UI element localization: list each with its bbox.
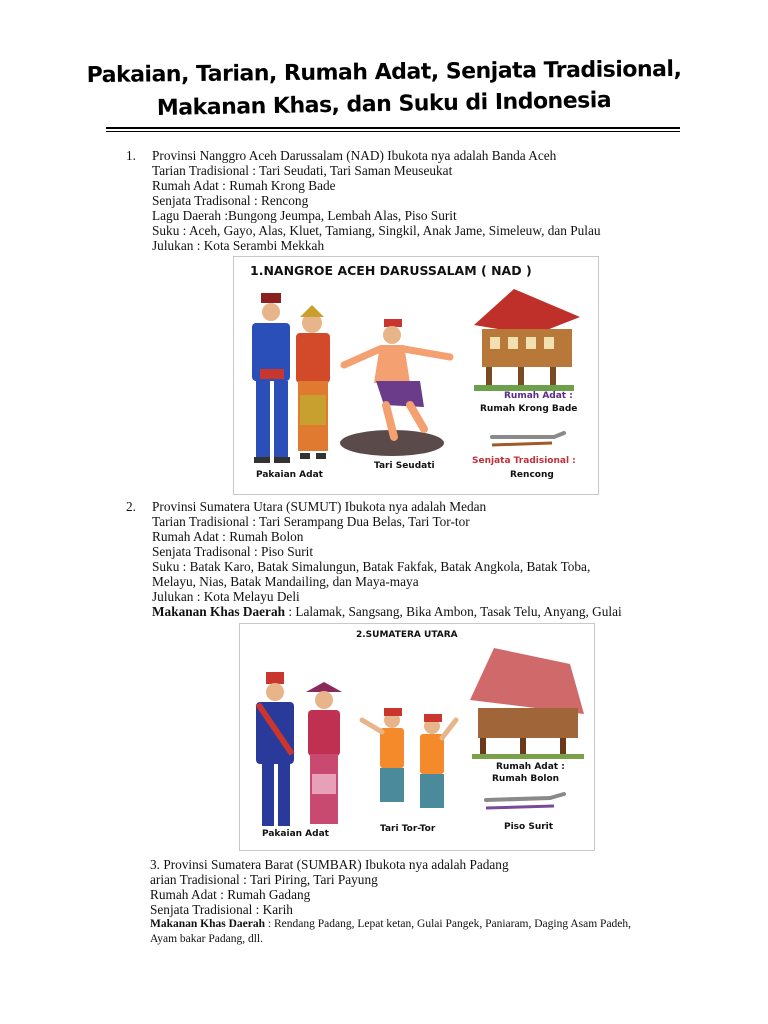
section-number: 3. [150, 857, 160, 872]
section-line [150, 857, 730, 872]
title-rule-thin [106, 131, 680, 132]
figure-aceh [233, 256, 599, 495]
label-senjata-name: Piso Surit [504, 822, 554, 832]
section-line-text: Provinsi Sumatera Barat (SUMBAR) Ibukota nya adalah Padang [163, 857, 509, 872]
label-senjata-name: Rencong [510, 470, 554, 480]
figure-title: 2.SUMATERA UTARA [356, 630, 458, 640]
house-icon [474, 289, 580, 391]
section-line: Provinsi Nanggro Aceh Darussalam (NAD) Ibukota nya adalah Banda Aceh [152, 148, 557, 163]
section-line: Senjata Tradisonal : Rencong [152, 193, 309, 208]
makanan-label: Makanan Khas Daerah [152, 604, 285, 619]
label-tari: Tari Tor-Tor [380, 824, 436, 834]
section-sumut [126, 499, 706, 619]
section-line: Suku : Aceh, Gayo, Alas, Kluet, Tamiang, Singkil, Anak Jame, Simeleuw, dan Pulau [152, 223, 601, 238]
makanan-line [150, 917, 730, 932]
page-title-line-2: Makanan Khas, dan Suku di Indonesia [156, 88, 612, 121]
label-pakaian: Pakaian Adat [262, 829, 329, 839]
rencong-icon [492, 433, 564, 445]
section-line: Senjata Tradisional : Karih [150, 902, 293, 917]
section-line: Rumah Adat : Rumah Krong Bade [152, 178, 336, 193]
title-rule-thick [106, 127, 680, 129]
section-number: 2. [126, 499, 136, 514]
section-line: Julukan : Kota Melayu Deli [152, 589, 300, 604]
section-line: Julukan : Kota Serambi Mekkah [152, 238, 325, 253]
label-tari: Tari Seudati [374, 461, 435, 471]
female-figure-icon [296, 305, 330, 459]
makanan-value: : Lalamak, Sangsang, Bika Ambon, Tasak Telu, Anyang, Gulai [285, 604, 622, 619]
label-rumah-name: Rumah Bolon [492, 774, 560, 784]
section-line: Tarian Tradisional : Tari Seudati, Tari Saman Meuseukat [152, 163, 453, 178]
section-line: Senjata Tradisonal : Piso Surit [152, 544, 314, 559]
page-title-line-1: Pakaian, Tarian, Rumah Adat, Senjata Tradisional, [86, 56, 682, 89]
label-rumah: Rumah Adat : [496, 762, 565, 772]
makanan-cont: Ayam bakar Padang, dll. [150, 933, 263, 945]
section-line: Lagu Daerah :Bungong Jeumpa, Lembah Alas, Piso Surit [152, 208, 457, 223]
figure-sumut-illustration [240, 624, 594, 850]
figure-title: 1.NANGROE ACEH DARUSSALAM ( NAD ) [250, 263, 532, 278]
figure-sumut [239, 623, 595, 851]
makanan-label: Makanan Khas Daerah [150, 918, 266, 930]
section-line: arian Tradisional : Tari Piring, Tari Payung [150, 872, 378, 887]
section-line: Rumah Adat : Rumah Gadang [150, 887, 311, 902]
male-figure-icon [252, 293, 290, 463]
dancer-icon [344, 319, 450, 437]
piso-surit-icon [486, 794, 564, 808]
makanan-value: : Rendang Padang, Lepat ketan, Gulai Pangek, Paniaram, Daging Asam Padeh, [265, 918, 632, 930]
label-pakaian: Pakaian Adat [256, 470, 323, 480]
dancers-icon [362, 708, 456, 808]
section-sumbar [150, 857, 730, 947]
section-aceh [126, 148, 706, 253]
section-line: Provinsi Sumatera Utara (SUMUT) Ibukota nya adalah Medan [152, 499, 487, 514]
house-icon [470, 648, 584, 759]
label-rumah-name: Rumah Krong Bade [480, 404, 578, 414]
section-line: Suku : Batak Karo, Batak Simalungun, Batak Fakfak, Batak Angkola, Batak Toba, [152, 559, 591, 574]
male-figure-icon [256, 672, 294, 826]
label-senjata: Senjata Tradisional : [472, 456, 576, 466]
section-line: Melayu, Nias, Batak Mandailing, dan Maya-maya [152, 574, 419, 589]
section-number: 1. [126, 148, 136, 163]
label-rumah: Rumah Adat : [504, 391, 573, 401]
section-line: Tarian Tradisional : Tari Serampang Dua Belas, Tari Tor-tor [152, 514, 470, 529]
female-figure-icon [306, 682, 342, 824]
makanan-line [152, 604, 706, 619]
section-line: Rumah Adat : Rumah Bolon [152, 529, 304, 544]
